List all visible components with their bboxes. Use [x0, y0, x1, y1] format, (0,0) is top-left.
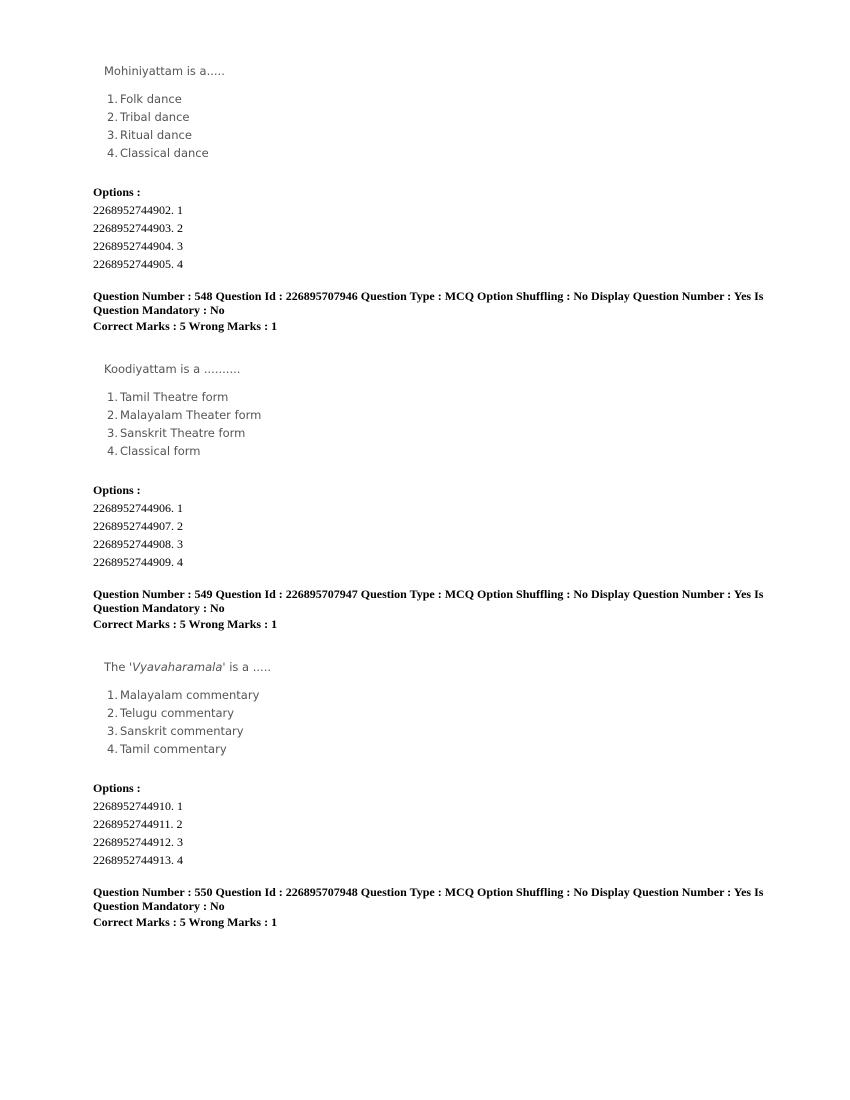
choice-list — [104, 90, 225, 162]
question-stem-italic: 'Vyavaharamala' — [129, 660, 226, 674]
question-stem-text: Koodiyattam is a .......... — [104, 362, 241, 376]
choice-text: Malayalam commentary — [120, 688, 260, 702]
choice-number: 1. — [107, 688, 118, 702]
option-row: 2268952744905. 4 — [93, 257, 183, 271]
choice-text: Folk dance — [120, 92, 182, 106]
question-image-mohiniyattam — [104, 64, 225, 162]
choice-number: 3. — [107, 724, 118, 738]
options-label: Options : — [93, 781, 141, 795]
options-block — [93, 481, 183, 571]
option-row: 2268952744911. 2 — [93, 817, 183, 831]
choice-number: 3. — [107, 426, 118, 440]
option-row: 2268952744913. 4 — [93, 853, 183, 867]
question-meta — [93, 885, 773, 929]
choice-number: 3. — [107, 128, 118, 142]
option-row: 2268952744906. 1 — [93, 501, 183, 515]
option-row: 2268952744910. 1 — [93, 799, 183, 813]
option-row: 2268952744912. 3 — [93, 835, 183, 849]
options-label: Options : — [93, 483, 141, 497]
question-marks: Correct Marks : 5 Wrong Marks : 1 — [93, 915, 278, 929]
choice-item — [107, 740, 271, 758]
choice-number: 1. — [107, 92, 118, 106]
choice-text: Sanskrit Theatre form — [120, 426, 246, 440]
option-row: 2268952744908. 3 — [93, 537, 183, 551]
choice-list — [104, 686, 271, 758]
choice-item — [107, 126, 225, 144]
choice-item — [107, 388, 261, 406]
choice-item — [107, 442, 261, 460]
choice-number: 4. — [107, 146, 118, 160]
question-image-koodiyattam — [104, 362, 261, 460]
choice-text: Tamil Theatre form — [120, 390, 229, 404]
choice-item — [107, 144, 225, 162]
option-row: 2268952744904. 3 — [93, 239, 183, 253]
question-marks: Correct Marks : 5 Wrong Marks : 1 — [93, 617, 278, 631]
question-meta — [93, 587, 773, 631]
question-image-vyavaharamala — [104, 660, 271, 758]
question-meta-line: Question Number : 549 Question Id : 226895707947 Question Type : MCQ Option Shuffling : No Display Question Number : Yes Is Question Mandatory : No — [93, 587, 764, 615]
choice-number: 1. — [107, 390, 118, 404]
question-marks: Correct Marks : 5 Wrong Marks : 1 — [93, 319, 278, 333]
question-stem — [104, 660, 271, 674]
question-meta — [93, 289, 773, 333]
choice-item — [107, 406, 262, 424]
option-row: 2268952744903. 2 — [93, 221, 183, 235]
options-block — [93, 779, 183, 869]
choice-text: Sanskrit commentary — [120, 724, 244, 738]
choice-number: 4. — [107, 742, 118, 756]
choice-text: Malayalam Theater form — [120, 408, 262, 422]
choice-item — [107, 108, 225, 126]
choice-item — [107, 704, 271, 722]
option-row: 2268952744902. 1 — [93, 203, 183, 217]
question-meta-line: Question Number : 550 Question Id : 226895707948 Question Type : MCQ Option Shuffling : No Display Question Number : Yes Is Question Mandatory : No — [93, 885, 764, 913]
question-meta-line: Question Number : 548 Question Id : 226895707946 Question Type : MCQ Option Shuffling : No Display Question Number : Yes Is Question Mandatory : No — [93, 289, 764, 317]
choice-item — [107, 722, 271, 740]
choice-item — [107, 90, 225, 108]
choice-text: Tamil commentary — [120, 742, 227, 756]
options-label: Options : — [93, 185, 141, 199]
options-block — [93, 183, 183, 273]
choice-text: Telugu commentary — [120, 706, 235, 720]
choice-item — [107, 686, 271, 704]
question-stem-text: The — [104, 660, 130, 674]
question-stem — [104, 362, 261, 376]
choice-number: 2. — [107, 706, 118, 720]
choice-text: Classical dance — [120, 146, 209, 160]
question-stem-tail: is a ..... — [225, 660, 272, 674]
choice-number: 4. — [107, 444, 118, 458]
choice-number: 2. — [107, 110, 118, 124]
choice-list — [104, 388, 261, 460]
choice-text: Tribal dance — [120, 110, 190, 124]
choice-text: Classical form — [120, 444, 201, 458]
question-stem — [104, 64, 225, 78]
question-stem-text: Mohiniyattam is a..... — [104, 64, 225, 78]
choice-text: Ritual dance — [120, 128, 192, 142]
option-row: 2268952744907. 2 — [93, 519, 183, 533]
choice-item — [107, 424, 261, 442]
option-row: 2268952744909. 4 — [93, 555, 183, 569]
choice-number: 2. — [107, 408, 118, 422]
